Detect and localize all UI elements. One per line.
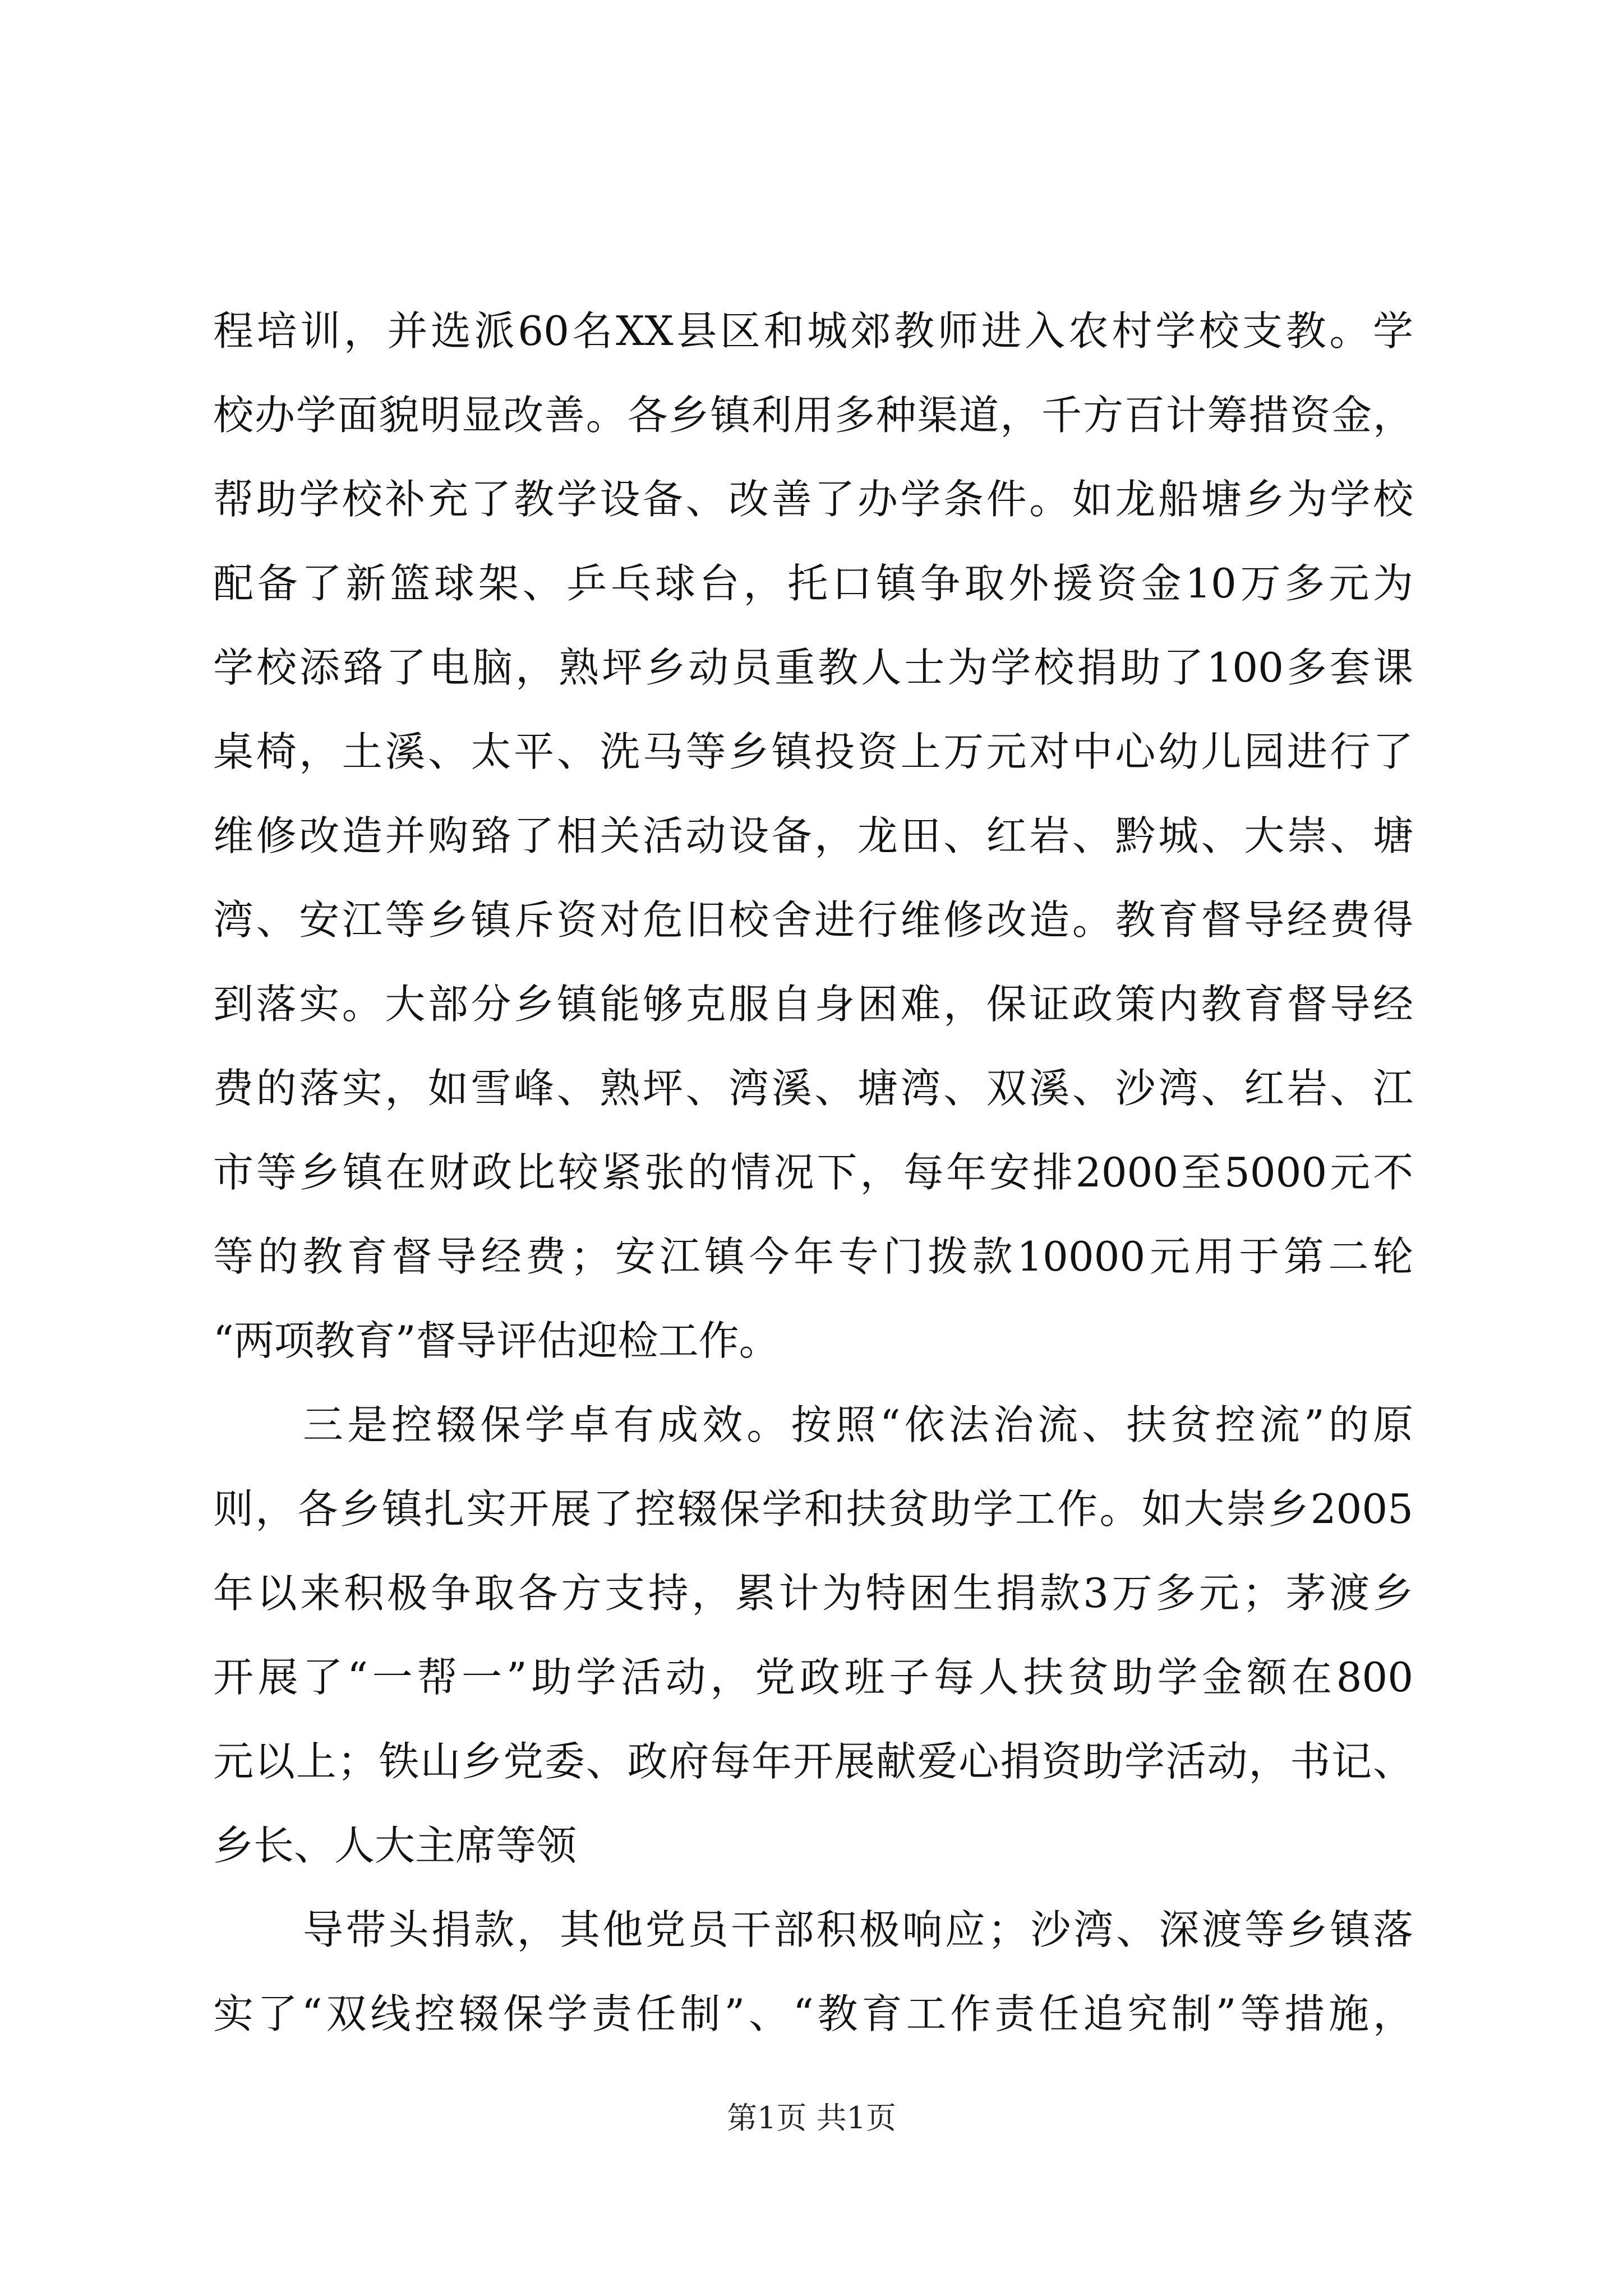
paragraph-line: 桌椅，土溪、太平、洗马等乡镇投资上万元对中心幼儿园进行了 — [213, 728, 1413, 775]
paragraph-line: 校办学面貌明显改善。各乡镇利用多种渠道，千方百计筹措资金， — [213, 392, 1413, 439]
paragraph-line: 费的落实，如雪峰、熟坪、湾溪、塘湾、双溪、沙湾、红岩、江 — [213, 1065, 1413, 1112]
page-footer: 第1页 共1页 — [727, 2100, 896, 2136]
paragraph-line: 元以上；铁山乡党委、政府每年开展献爱心捐资助学活动，书记、 — [213, 1738, 1413, 1785]
paragraph-line: 程培训，并选派60名XX县区和城郊教师进入农村学校支教。学 — [213, 307, 1413, 355]
paragraph-line: “两项教育”督导评估迎检工作。 — [213, 1317, 780, 1364]
paragraph-line: 湾、安江等乡镇斥资对危旧校舍进行维修改造。教育督导经费得 — [213, 896, 1413, 944]
paragraph-line: 则，各乡镇扎实开展了控辍保学和扶贫助学工作。如大崇乡2005 — [213, 1485, 1413, 1533]
paragraph-line: 实了“双线控辍保学责任制”、“教育工作责任追究制”等措施， — [213, 1990, 1413, 2037]
paragraph-line: 市等乡镇在财政比较紧张的情况下，每年安排2000至5000元不 — [213, 1149, 1413, 1196]
paragraph-line: 维修改造并购臵了相关活动设备，龙田、红岩、黔城、大崇、塘 — [213, 812, 1413, 859]
paragraph-line: 到落实。大部分乡镇能够克服自身困难，保证政策内教育督导经 — [213, 981, 1413, 1028]
paragraph-line: 年以来积极争取各方支持，累计为特困生捐款3万多元；茅渡乡 — [213, 1570, 1413, 1617]
paragraph-line: 配备了新篮球架、乒乓球台，托口镇争取外援资金10万多元为 — [213, 560, 1413, 607]
paragraph-line: 乡长、人大主席等领 — [213, 1822, 577, 1869]
paragraph-line: 导带头捐款，其他党员干部积极响应；沙湾、深渡等乡镇落 — [303, 1906, 1413, 1953]
paragraph-line: 三是控辍保学卓有成效。按照“依法治流、扶贫控流”的原 — [303, 1401, 1413, 1448]
paragraph-line: 学校添臵了电脑，熟坪乡动员重教人士为学校捐助了100多套课 — [213, 644, 1413, 691]
paragraph-line: 等的教育督导经费；安江镇今年专门拨款10000元用于第二轮 — [213, 1233, 1413, 1280]
paragraph-line: 帮助学校补充了教学设备、改善了办学条件。如龙船塘乡为学校 — [213, 476, 1413, 523]
paragraph-line: 开展了“一帮一”助学活动，党政班子每人扶贫助学金额在800 — [213, 1654, 1413, 1701]
